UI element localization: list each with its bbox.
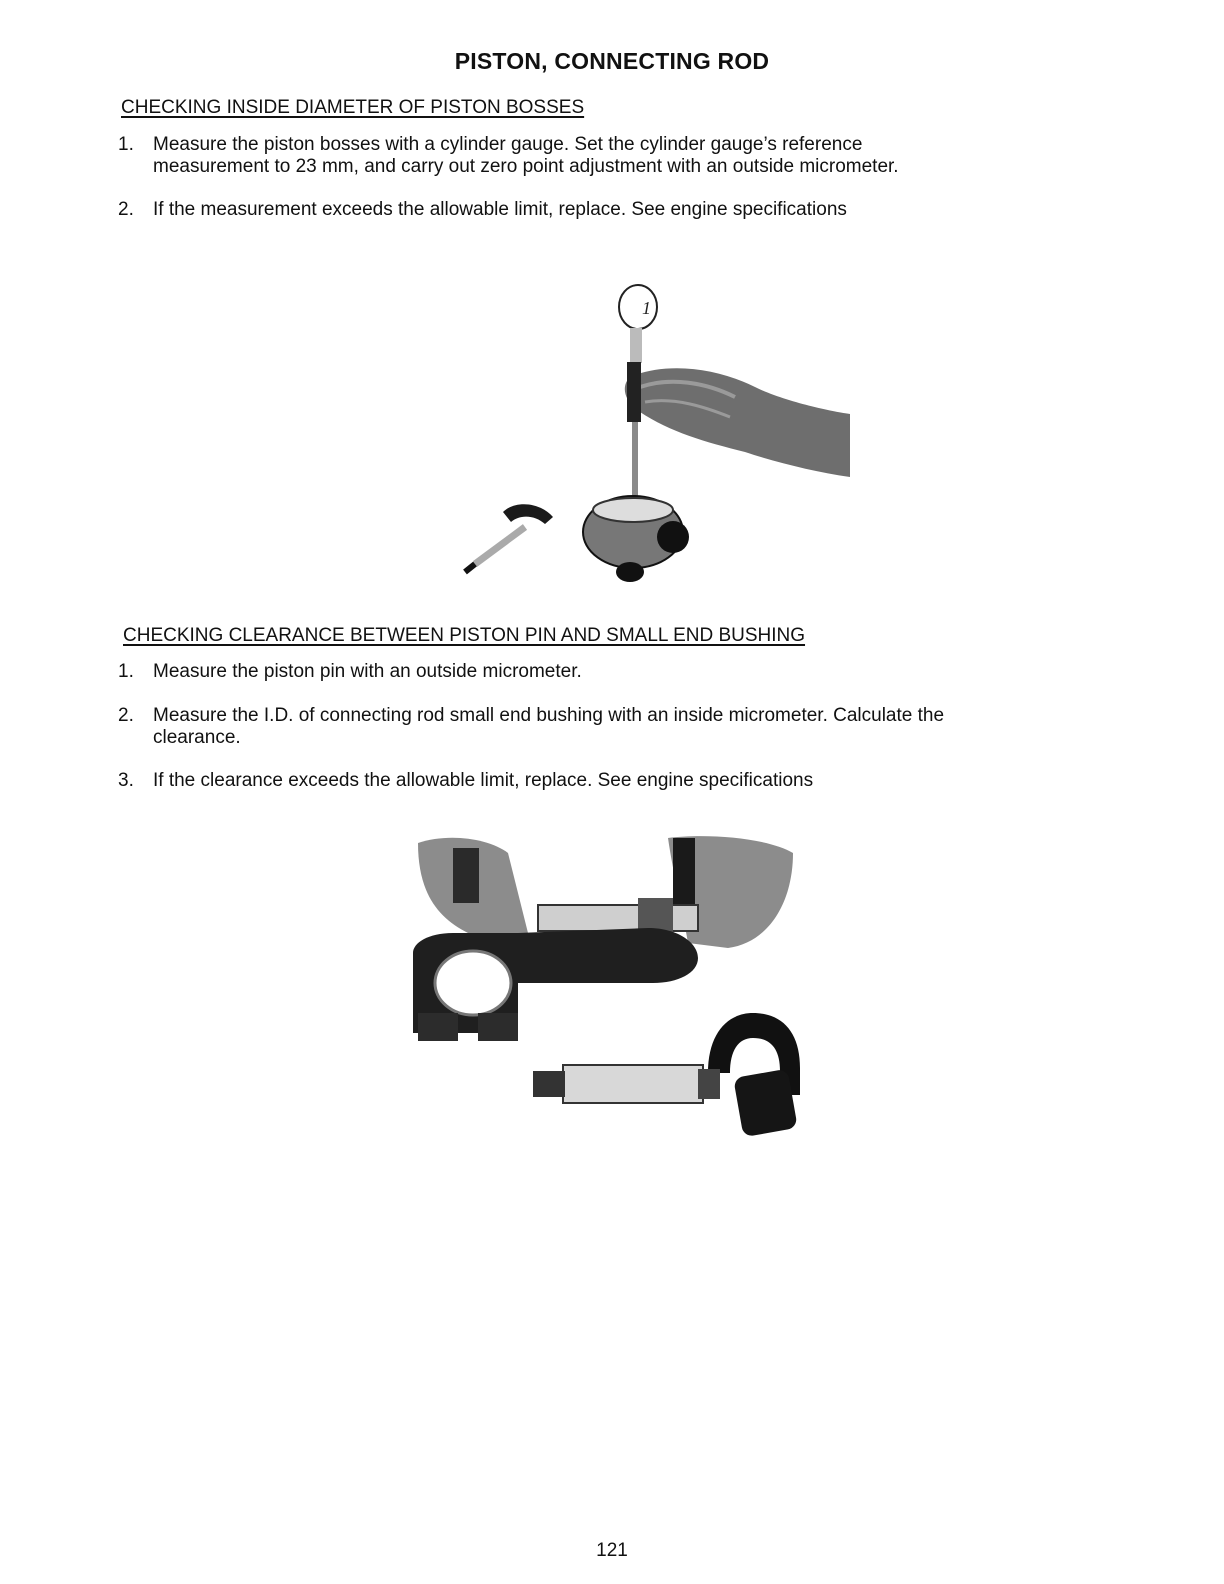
step-number: 1. xyxy=(118,134,134,155)
page-title: PISTON, CONNECTING ROD xyxy=(454,48,770,74)
step-number: 2. xyxy=(118,199,134,220)
section-heading-piston-pin-clearance: CHECKING CLEARANCE BETWEEN PISTON PIN AND SMALL END BUSHING xyxy=(123,625,806,646)
step-text: Measure the piston pin with an outside micrometer. xyxy=(153,661,582,682)
section-heading-piston-bosses: CHECKING INSIDE DIAMETER OF PISTON BOSSES xyxy=(121,97,585,118)
connecting-rod-micrometer-photo-icon xyxy=(408,833,803,1138)
step-number: 3. xyxy=(118,770,134,791)
step-text: Measure the piston bosses with a cylinder gauge. Set the cylinder gauge’s reference measurement to 23 mm, and carry out zero point adjustment with an outside micrometer. xyxy=(153,134,899,177)
step-2 xyxy=(118,199,1078,223)
dial-label: 1 xyxy=(642,298,651,318)
step-number: 2. xyxy=(118,705,134,726)
connecting-rod-figure xyxy=(408,833,803,1138)
step-text: If the clearance exceeds the allowable limit, replace. See engine specifications xyxy=(153,770,814,791)
step-text: Measure the I.D. of connecting rod small end bushing with an inside micrometer. Calculate the clearance. xyxy=(153,705,945,748)
step-2 xyxy=(118,705,1078,751)
step-text: If the measurement exceeds the allowable limit, replace. See engine specifications xyxy=(153,199,847,220)
step-3 xyxy=(118,770,1078,794)
cylinder-gauge-photo-icon xyxy=(455,272,855,597)
page-number: 121 xyxy=(596,1540,628,1561)
cylinder-gauge-figure xyxy=(455,272,855,597)
step-number: 1. xyxy=(118,661,134,682)
step-1 xyxy=(118,661,1078,685)
step-1 xyxy=(118,134,1078,180)
